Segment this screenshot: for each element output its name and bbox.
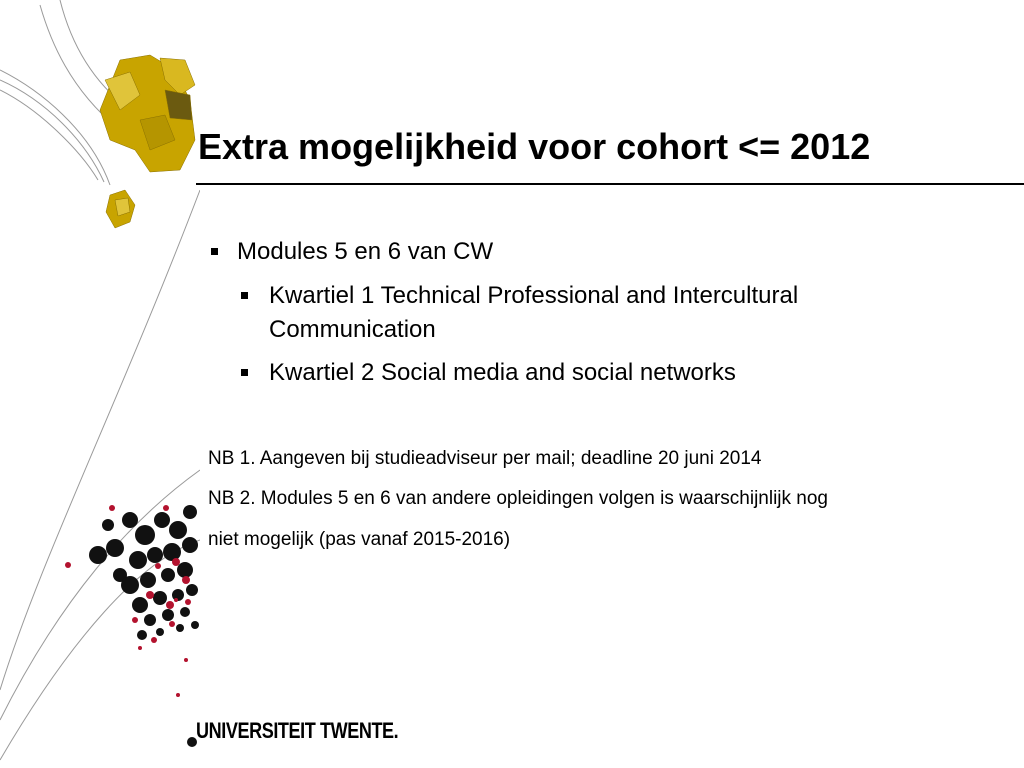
- note-2-line-2: niet mogelijk (pas vanaf 2015-2016): [208, 529, 511, 550]
- university-logo-text: UNIVERSITEIT TWENTE.: [196, 718, 399, 743]
- dot-cluster-black: [89, 505, 199, 747]
- gold-cluster: [100, 55, 195, 228]
- bullet-text: Kwartiel 2 Social media and social networks: [269, 359, 736, 386]
- bullet-text: Modules 5 en 6 van CW: [237, 238, 494, 265]
- bullet-text-line-2: Communication: [269, 316, 436, 343]
- slide-title: Extra mogelijkheid voor cohort <= 2012: [198, 126, 871, 167]
- note-1: NB 1. Aangeven bij studieadviseur per mail; deadline 20 juni 2014: [208, 448, 762, 469]
- square-bullet-icon: [241, 292, 248, 299]
- university-decoration-graphic: [0, 0, 200, 768]
- bullet-text-line-1: Kwartiel 1 Technical Professional and Intercultural: [269, 282, 799, 309]
- bullet-item-kwartiel-2: [269, 356, 736, 390]
- square-bullet-icon: [241, 369, 248, 376]
- title-divider: [196, 183, 1024, 185]
- note-2-line-1: NB 2. Modules 5 en 6 van andere opleidingen volgen is waarschijnlijk nog: [208, 488, 828, 509]
- note-2: [208, 478, 828, 560]
- square-bullet-icon: [211, 248, 218, 255]
- bullet-item-modules: [237, 235, 493, 269]
- bullet-item-kwartiel-1: [269, 279, 798, 347]
